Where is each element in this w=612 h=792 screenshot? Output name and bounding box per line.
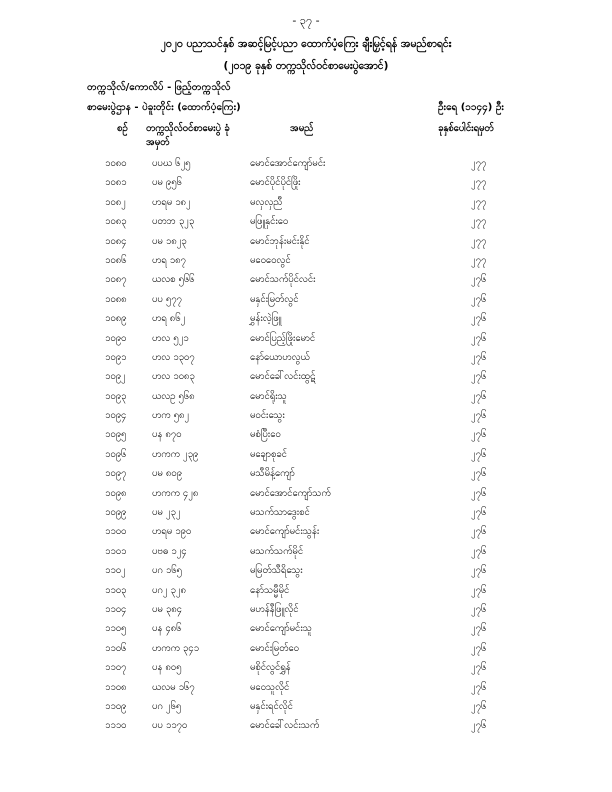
row-amount: ၂၇၇ [471, 177, 487, 189]
row-roll-number: ပပ ၁၁၇၀ [152, 720, 188, 732]
row-roll-number: ဟလ ၅၂၁ [152, 332, 189, 344]
row-name: မောင်ရိုးသူ [250, 390, 287, 402]
row-roll-number: ပမ ၈၀၉ [152, 468, 182, 480]
row-number: ၁၀၈၀ [105, 158, 127, 169]
row-name: မောင်ကျော်မင်းသွန်း [250, 526, 320, 538]
row-number: ၁၀၈၇ [105, 274, 127, 286]
row-roll-number: ဟကက ၄၂၈ [152, 487, 199, 499]
row-name: မနှင်းရင်လိုင် [250, 700, 293, 712]
row-roll-number: ဟကက ၂၃၉ [152, 448, 199, 460]
row-amount: ၂၇၆ [471, 313, 487, 325]
table-row [0, 157, 612, 176]
row-amount: ၂၇၇ [471, 216, 487, 228]
header-no: စဉ် [117, 123, 128, 134]
table-row [0, 603, 612, 622]
row-number: ၁၀၈၂ [105, 196, 126, 208]
table-row [0, 351, 612, 370]
row-name: မဝင်းသွေး [250, 410, 285, 422]
row-number: ၁၁၀၅ [105, 623, 127, 635]
row-roll-number: ယလမ ၁၆၇ [152, 681, 195, 693]
row-roll-number: ပဂ၂ ၃၂၈ [152, 584, 186, 596]
row-roll-number: ဟလ ၁၀၈၃ [152, 371, 195, 383]
row-number: ၁၀၈၁ [105, 177, 127, 189]
document-title: ၂၀၂၀ ပညာသင်နှစ် အဆင့်မြင့်ပညာ ထောက်ပံ့ကြေး ချီးမြှင့်ရန် အမည်စာရင်း [160, 38, 452, 50]
table-row [0, 196, 612, 215]
row-roll-number: ဟရမ ၁၉၀ [152, 526, 192, 538]
row-name: မလှလှညီ [250, 196, 283, 208]
row-name: မစံပြီးဝေ [250, 429, 281, 441]
table-row [0, 545, 612, 564]
row-number: ၁၁၀၀ [105, 526, 127, 538]
row-roll-number: ပမ ၁၈၂၃ [152, 235, 187, 247]
row-roll-number: ပမ ၂၃၂ [152, 507, 181, 519]
row-name: မောင်ဘုန်းမင်းနိုင် [250, 235, 310, 247]
row-number: ၁၀၉၄ [105, 410, 127, 422]
row-amount: ၂၇၆ [471, 468, 487, 480]
row-amount: ၂၇၆ [471, 545, 487, 557]
total-count: ဦးရေ (၁၁၄၄) ဦး [438, 102, 504, 113]
row-name: မဖြူနှင်းဝေ [250, 216, 289, 228]
row-name: မချောစုခင် [250, 448, 287, 460]
row-number: ၁၀၈၈ [105, 293, 127, 305]
row-number: ၁၀၉၃ [105, 390, 127, 402]
row-number: ၁၁၀၄ [105, 603, 127, 615]
row-amount: ၂၇၆ [471, 565, 487, 577]
row-roll-number: ပဂ ၁၆၅ [152, 565, 182, 577]
row-roll-number: ဟက ၅၈၂ [152, 410, 190, 422]
table-row [0, 176, 612, 195]
table-row [0, 661, 612, 680]
row-roll-number: ပပဃ ၆၂၅ [152, 158, 191, 169]
table-row [0, 506, 612, 525]
row-amount: ၂၇၆ [471, 642, 487, 654]
row-name: မစိုင်လွင်ရွှန် [250, 662, 291, 674]
row-amount: ၂၇၆ [471, 662, 487, 674]
row-amount: ၂၇၆ [471, 410, 487, 422]
row-number: ၁၀၉၉ [105, 507, 127, 519]
row-name: မောင်းမြတ်ဝေ [250, 642, 299, 654]
row-amount: ၂၇၆ [471, 681, 487, 693]
row-amount: ၂၇၆ [471, 351, 487, 363]
table-row [0, 487, 612, 506]
row-roll-number: ပမ ၉၅၆ [152, 177, 182, 189]
table-row [0, 273, 612, 292]
row-amount: ၂၇၆ [471, 623, 487, 635]
header-name: အမည် [290, 123, 314, 134]
row-roll-number: ဟကက ၃၄၁ [152, 642, 199, 654]
row-name: မသက်သာဒွေးစင် [250, 507, 310, 519]
row-number: ၁၀၉၆ [105, 448, 127, 460]
table-row [0, 681, 612, 700]
row-name: မဟန်နီဖြူလိုင် [250, 603, 299, 615]
row-roll-number: ဟလ ၁၃၀၇ [152, 351, 195, 363]
row-amount: ၂၇၆ [471, 390, 487, 402]
row-amount: ၂၇၆ [471, 526, 487, 538]
row-roll-number: ယလဥ ၅၆၈ [152, 390, 195, 402]
row-roll-number: ဟရ ၈၆၂ [152, 313, 186, 325]
row-amount: ၂၇၆ [471, 584, 487, 596]
row-amount: ၂၇၆ [471, 371, 487, 383]
table-row [0, 564, 612, 583]
row-amount: ၂၇၆ [471, 332, 487, 344]
row-number: ၁၀၈၃ [105, 216, 127, 228]
row-name: မမြတ်သီရိသွေး [250, 565, 303, 577]
row-amount: ၂၇၆ [471, 720, 487, 732]
row-amount: ၂၇၇ [471, 196, 487, 208]
row-number: ၁၀၉၈ [105, 487, 127, 499]
row-roll-number: ပန ၄၈၆ [152, 623, 182, 635]
row-roll-number: ပဗဓ ၁၂၄ [152, 545, 187, 557]
row-name: မသက်သက်မိုင် [250, 545, 304, 557]
row-roll-number: ဟရ ၁၈၇ [152, 254, 186, 266]
row-roll-number: ဟရမ ၁၈၂ [152, 196, 191, 208]
row-number: ၁၁၀၂ [105, 565, 126, 577]
row-number: ၁၁၀၆ [105, 642, 127, 654]
table-row [0, 254, 612, 273]
row-number: ၁၀၉၁ [105, 351, 127, 363]
row-roll-number: ယလစ ၅၆၆ [152, 274, 195, 286]
row-roll-number: ပတဘ ၃၂၃ [152, 216, 195, 228]
row-number: ၁၁၀၉ [105, 700, 127, 712]
row-amount: ၂၇၇ [471, 254, 487, 266]
row-amount: ၂၇၆ [471, 487, 487, 499]
row-amount: ၂၇၆ [471, 603, 487, 615]
row-number: ၁၀၈၆ [105, 254, 127, 266]
row-roll-number: ပမ ၃၈၄ [152, 603, 182, 615]
row-name: မောင်အောင်ကျော်မင်း [250, 158, 326, 169]
table-row [0, 332, 612, 351]
row-number: ၁၁၁၀ [105, 720, 127, 732]
table-body [0, 157, 612, 739]
table-row [0, 215, 612, 234]
row-name: မသီမိန့်ကျော် [250, 468, 295, 480]
row-name: နော်ယောဟလွယ် [250, 351, 310, 363]
row-roll-number: ပန ၈၇၀ [152, 429, 182, 441]
row-number: ၁၀၉၀ [105, 332, 127, 344]
table-row [0, 467, 612, 486]
row-roll-number: ပန ၈၀၅ [152, 662, 182, 674]
row-amount: ၂၇၇ [471, 235, 487, 247]
row-name: မောင်သက်ပိုင်လင်း [250, 274, 316, 286]
table-row [0, 409, 612, 428]
row-roll-number: ပဂ ၂၆၅ [152, 700, 182, 712]
row-name: မောင်ပြည့်ဖြိုးမောင် [250, 332, 316, 344]
table-row [0, 293, 612, 312]
table-row [0, 448, 612, 467]
row-roll-number: ပပ ၅၇၇ [152, 293, 182, 305]
row-name: မောင်ခေါ်လင်းထွဋ် [250, 371, 316, 383]
exam-center-label: စာမေးပွဲဌာန - ပဲခူးတိုင်း (ထောက်ပံ့ကြေး) [87, 102, 241, 113]
table-row [0, 390, 612, 409]
row-number: ၁၀၈၄ [105, 235, 127, 247]
row-name: မောင်ကျော်မင်းသူ [250, 623, 312, 635]
document-subtitle: (၂၀၁၉ ခုနှစ် တက္ကသိုလ်ဝင်စာမေးပွဲအောင်) [223, 60, 389, 72]
table-row [0, 700, 612, 719]
row-amount: ၂၇၆ [471, 507, 487, 519]
row-amount: ၂၇၆ [471, 293, 487, 305]
row-name: မောင်ခေါ်လင်းသက် [250, 720, 320, 732]
row-amount: ၂၇၆ [471, 448, 487, 460]
row-amount: ၂၇၆ [471, 700, 487, 712]
table-row [0, 235, 612, 254]
table-row [0, 370, 612, 389]
row-name: မဝေဝေလွင် [250, 254, 291, 266]
row-number: ၁၀၈၉ [105, 313, 127, 325]
table-row [0, 428, 612, 447]
row-name: မွှန်းလဲ့ဖြူ [250, 313, 282, 325]
row-name: မနှင်းမြတ်လွင် [250, 293, 299, 305]
row-number: ၁၀၉၅ [105, 429, 127, 441]
table-row [0, 525, 612, 544]
row-name: နော်သမ္မီမိုင် [250, 584, 290, 596]
row-amount: ၂၇၆ [471, 429, 487, 441]
row-number: ၁၁၀၃ [105, 584, 127, 596]
row-name: မောင်အောင်ကျော်သက် [250, 487, 331, 499]
header-roll: တက္ကသိုလ်ဝင်စာမေးပွဲ ခုံအမှတ် [146, 123, 230, 148]
table-row [0, 719, 612, 738]
row-number: ၁၁၀၁ [105, 545, 127, 557]
row-number: ၁၀၉၂ [105, 371, 126, 383]
row-number: ၁၁၀၈ [105, 681, 127, 693]
table-row [0, 584, 612, 603]
row-name: မဝေသူလိုင် [250, 681, 290, 693]
page-number: - ၃၇ - [292, 14, 320, 27]
row-number: ၁၁၀၇ [105, 662, 127, 674]
row-amount: ၂၇၆ [471, 274, 487, 286]
row-amount: ၂၇၇ [471, 158, 487, 169]
university-label: တက္ကသိုလ်/ကောလိပ် - ဖြည့်တက္ကသိုလ် [87, 82, 231, 93]
table-row [0, 622, 612, 641]
table-row [0, 642, 612, 661]
row-number: ၁၀၉၇ [105, 468, 127, 480]
table-row [0, 312, 612, 331]
row-name: မောင်ပိုင်ပိုင်ဖြိုး [250, 177, 301, 189]
header-amount: ခုနှစ်ပေါင်းရမှတ် [438, 123, 494, 134]
